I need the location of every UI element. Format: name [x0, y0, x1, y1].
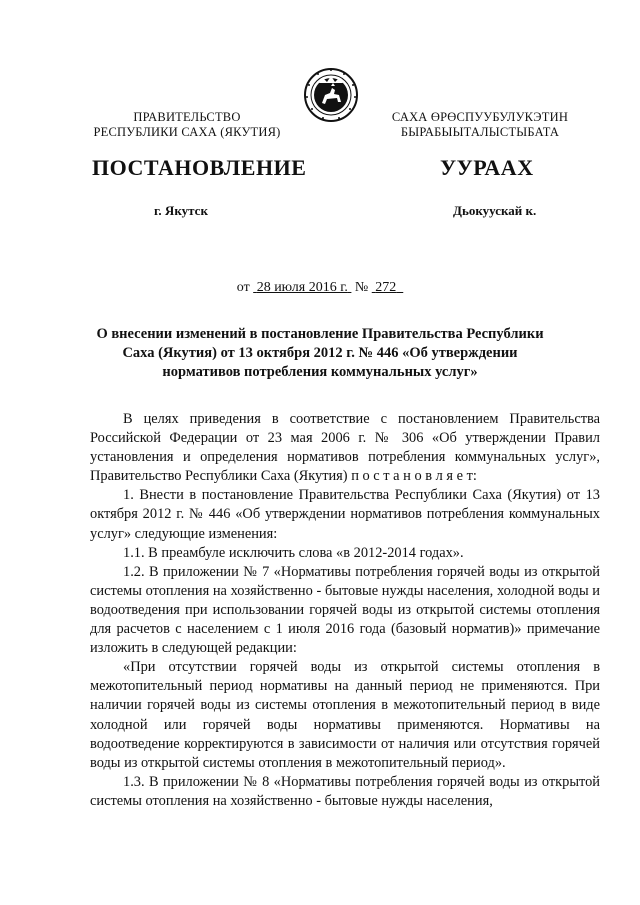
document-title: О внесении изменений в постановление Правительства Республики Саха (Якутия) от 13 октября 2012 г. № 446 «Об утверждении нормативов потребления коммунальных услуг» — [96, 326, 544, 380]
left-organization-name — [82, 110, 292, 140]
date-number-line — [0, 280, 640, 296]
paragraph-item-1-2: 1.2. В приложении № 7 «Нормативы потребления горячей воды из открытой системы отопления на хозяйственно - бытовые нужды населения, холодной воды и водоотведения при использовании горячей воды из открытой системы отопления для расчетов с населением с 1 июля 2016 года (базовый норматив)» примечание изложить в следующей редакции: — [90, 563, 600, 657]
paragraph-preamble: В целях приведения в соответствие с постановлением Правительства Российской Федерации от 23 мая 2006 г. № 306 «Об утверждении Правил установления и определения нормативов потребления коммунальных услуг», Правительство Республики Саха (Якутия) п о с т а н о в л я е т: — [90, 411, 600, 485]
document-number: 272 — [375, 280, 397, 295]
paragraph-item-1-3: 1.3. В приложении № 8 «Нормативы потребления горячей воды из открытой системы отопления на хозяйственно - бытовые нужды населения, — [90, 773, 600, 809]
left-org-line-2: РЕСПУБЛИКИ САХА (ЯКУТИЯ) — [93, 125, 281, 139]
right-org-line-2: БЫРАБЫЫТАЛЫСТЫБАТА — [400, 125, 560, 139]
left-org-line-1: ПРАВИТЕЛЬСТВО — [133, 110, 241, 124]
right-organization-name — [370, 110, 590, 140]
right-org-line-1: САХА ӨРӨСПУУБУЛУКЭТИН — [391, 110, 569, 124]
right-doc-type: УУРААХ — [440, 155, 534, 180]
paragraph-quoted-note: «При отсутствии горячей воды из открытой системы отопления в межотопительный период нормативы на данный период не применяются. При наличии горячей воды из системы отопления в межотопительный период в виде холодной или горячей воды нормативы применяются. Нормативы на водоотведение корректируются в зависимости от наличия или отсутствия горячей воды из открытой системы отопления в межотопительный период». — [90, 659, 600, 771]
number-sign: № — [354, 280, 369, 295]
paragraph-item-1: 1. Внести в постановление Правительства Республики Саха (Якутия) от 13 октября 2012 г. № 446 «Об утверждении нормативов потребления коммунальных услуг» следующие изменения: — [90, 487, 600, 542]
left-doc-type: ПОСТАНОВЛЕНИЕ — [92, 155, 307, 180]
document-body — [90, 410, 600, 811]
paragraph-item-1-1: 1.1. В преамбуле исключить слова «в 2012-2014 годах». — [123, 544, 464, 561]
document-date: 28 июля 2016 г. — [256, 280, 348, 295]
coat-of-arms-emblem — [303, 57, 359, 133]
left-city: г. Якутск — [154, 203, 208, 218]
date-prefix: от — [236, 280, 250, 295]
right-city: Дьокуускай к. — [453, 203, 537, 218]
